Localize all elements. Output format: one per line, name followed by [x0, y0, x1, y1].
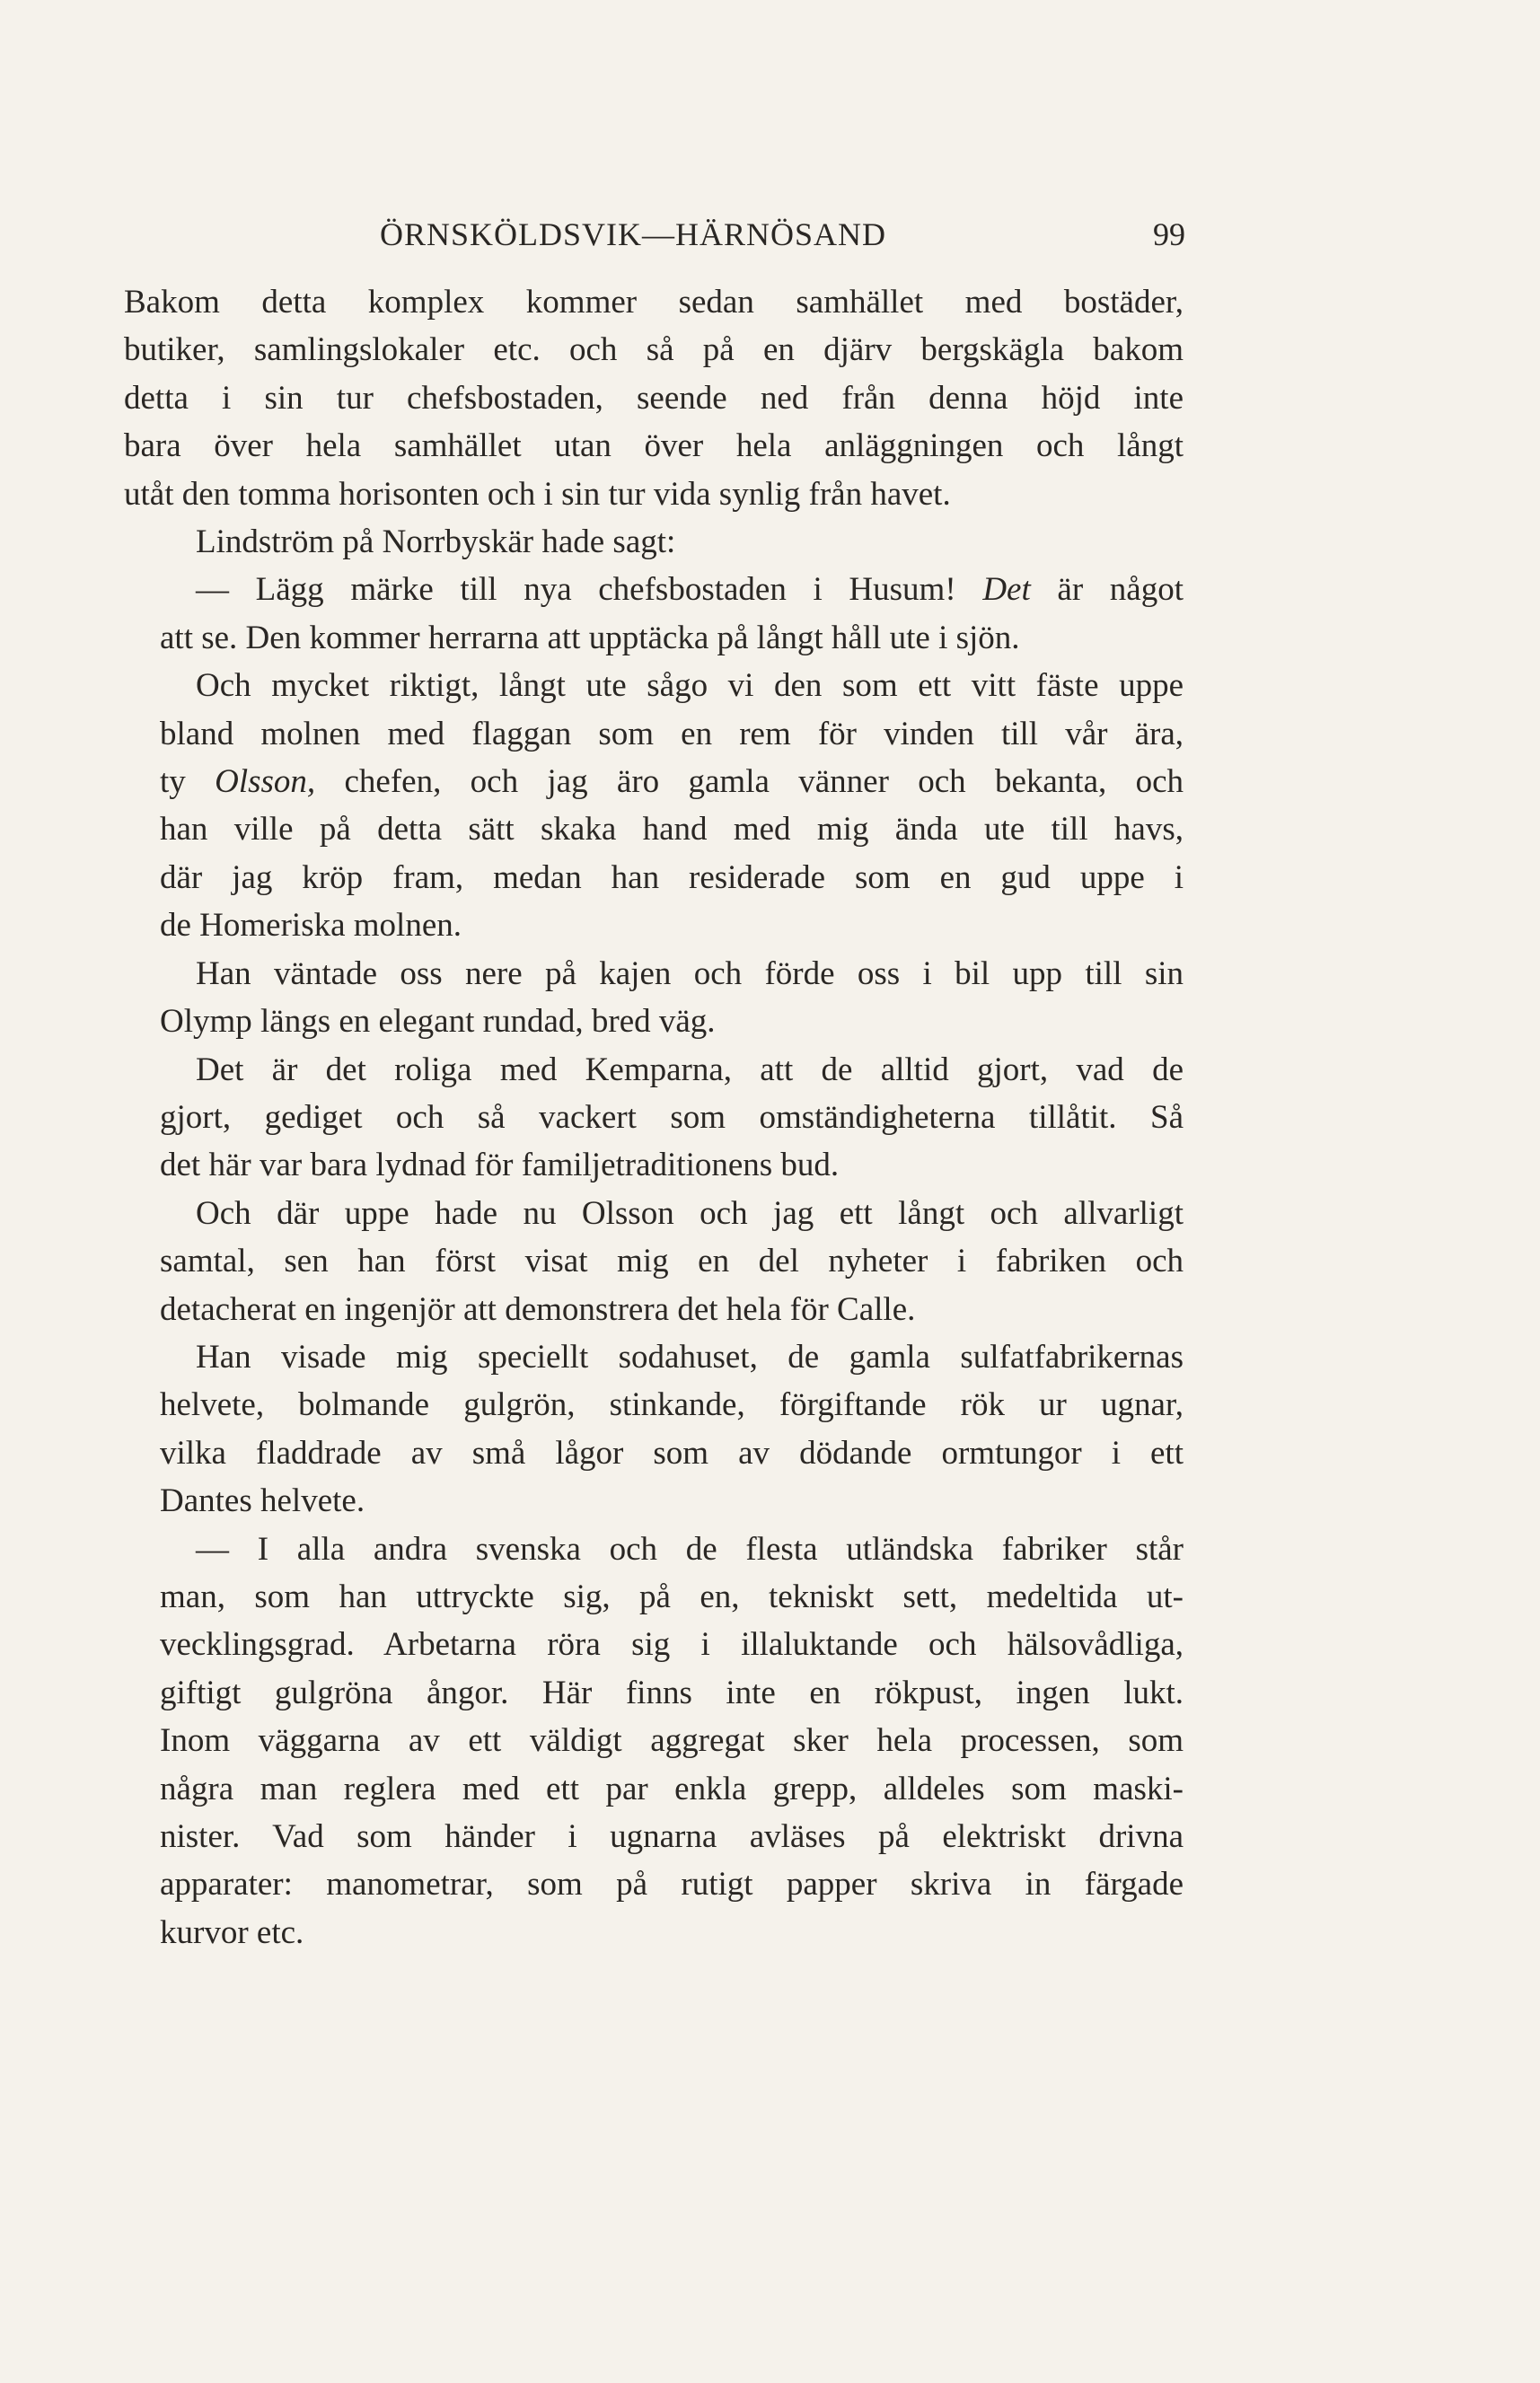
text-line: Och mycket riktigt, långt ute sågo vi den som ett vitt fäste uppe: [196, 667, 1184, 705]
text-line: de Homeriska molnen.: [160, 907, 462, 945]
text-line: nister. Vad som händer i ugnarna avläses på elektriskt drivna: [160, 1818, 1184, 1855]
text-line: detacherat en ingenjör att demonstrera det hela för Calle.: [160, 1290, 916, 1328]
text-line: — I alla andra svenska och de flesta utländska fabriker står: [196, 1530, 1184, 1568]
text-run: är något: [1030, 571, 1184, 609]
body-text: [124, 278, 1184, 1957]
text-run: — Lägg märke till nya chefsbostaden i Husum!: [196, 571, 983, 609]
running-title: ÖRNSKÖLDSVIK—HÄRNÖSAND: [380, 216, 887, 252]
text-line: man, som han uttryckte sig, på en, tekniskt sett, medeltida ut-: [160, 1578, 1184, 1615]
text-line: han ville på detta sätt skaka hand med mig ända ute till havs,: [160, 811, 1184, 849]
paragraph-8: [124, 1333, 1184, 1526]
italic-run: Olsson,: [215, 763, 316, 801]
paragraph-3: [124, 566, 1184, 662]
paragraph-2: [124, 518, 1184, 566]
text-line: samtal, sen han först visat mig en del nyheter i fabriken och: [160, 1243, 1184, 1280]
text-line: Inom väggarna av ett väldigt aggregat sker hela processen, som: [160, 1722, 1184, 1760]
paragraph-1: [124, 278, 1184, 518]
text-line: där jag kröp fram, medan han residerade som en gud uppe i: [160, 858, 1184, 896]
text-line: butiker, samlingslokaler etc. och så på en djärv bergskägla bakom: [124, 331, 1184, 369]
text-line: att se. Den kommer herrarna att upptäcka på långt håll ute i sjön.: [160, 619, 1020, 656]
text-line: Bakom detta komplex kommer sedan samhället med bostäder,: [124, 284, 1184, 321]
paragraph-6: [124, 1046, 1184, 1190]
text-line: [124, 758, 1184, 805]
paragraph-4: [124, 662, 1184, 949]
text-run: chefen, och jag äro gamla vänner och bekanta, och: [315, 763, 1184, 801]
text-line: apparater: manometrar, som på rutigt papper skriva in färgade: [160, 1866, 1184, 1904]
page-number: 99: [1153, 216, 1185, 252]
text-run: ty: [160, 763, 216, 801]
text-line: Han väntade oss nere på kajen och förde oss i bil upp till sin: [196, 954, 1184, 992]
text-line: helvete, bolmande gulgrön, stinkande, förgiftande rök ur ugnar,: [160, 1386, 1184, 1424]
text-line: bland molnen med flaggan som en rem för vinden till vår ära,: [160, 715, 1184, 752]
italic-run: Det: [982, 571, 1031, 609]
text-line: vilka fladdrade av små lågor som av dödande ormtungor i ett: [160, 1434, 1184, 1472]
text-line: några man reglera med ett par enkla grepp, alldeles som maski-: [160, 1770, 1184, 1807]
text-line: Olymp längs en elegant rundad, bred väg.: [160, 1003, 716, 1041]
text-line: det här var bara lydnad för familjetraditionens bud.: [160, 1147, 840, 1184]
text-line: Lindström på Norrbyskär hade sagt:: [196, 523, 676, 561]
text-line: Dantes helvete.: [160, 1482, 365, 1520]
paragraph-5: [124, 950, 1184, 1046]
paragraph-9: [124, 1526, 1184, 1957]
text-line: vecklingsgrad. Arbetarna röra sig i illaluktande och hälsovådliga,: [160, 1626, 1184, 1664]
text-line: Och där uppe hade nu Olsson och jag ett långt och allvarligt: [196, 1194, 1184, 1232]
paragraph-7: [124, 1190, 1184, 1333]
text-line: utåt den tomma horisonten och i sin tur vida synlig från havet.: [124, 475, 951, 513]
text-line: kurvor etc.: [160, 1913, 304, 1951]
text-line: Han visade mig speciellt sodahuset, de gamla sulfatfabrikernas: [196, 1338, 1184, 1376]
text-line: gjort, gediget och så vackert som omständigheterna tillåtit. Så: [160, 1098, 1184, 1136]
running-head: [124, 215, 1185, 269]
text-line: Det är det roliga med Kemparna, att de alltid gjort, vad de: [196, 1051, 1184, 1088]
text-line: bara över hela samhället utan över hela anläggningen och långt: [124, 427, 1184, 465]
text-line: giftigt gulgröna ångor. Här finns inte en rökpust, ingen lukt.: [160, 1674, 1184, 1711]
text-line: [124, 566, 1184, 613]
text-line: detta i sin tur chefsbostaden, seende ned från denna höjd inte: [124, 379, 1184, 417]
